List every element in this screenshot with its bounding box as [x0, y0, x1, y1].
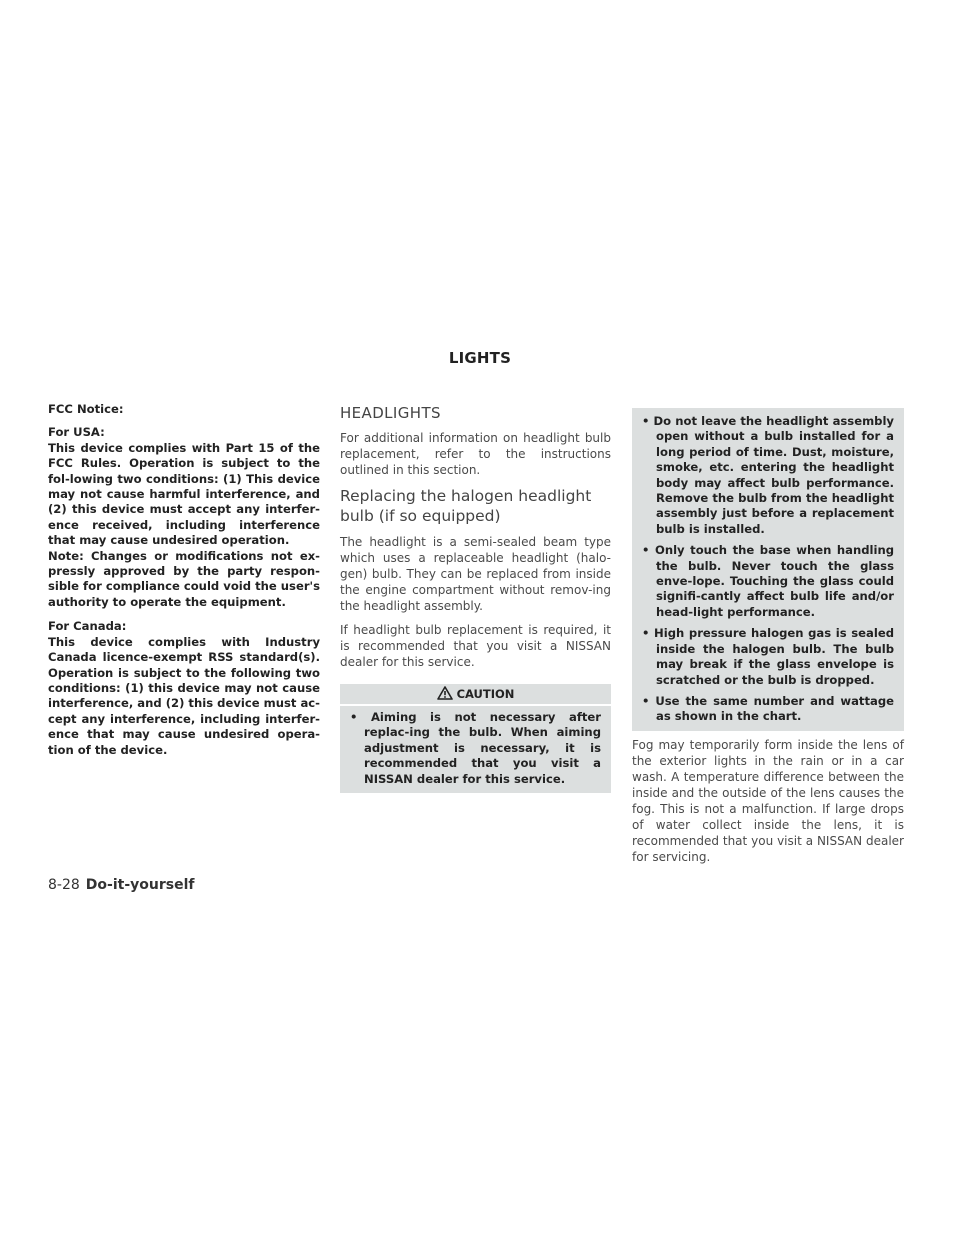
- caution-item: • High pressure halogen gas is sealed inside the halogen bulb. The bulb may break if the glass envelope is scratched or the bulb is dropped.: [642, 626, 894, 687]
- headlights-column: [340, 402, 611, 793]
- headlights-para-2: If headlight bulb replacement is required, it is recommended that you visit a NISSAN dealer for this service.: [340, 623, 611, 669]
- note-text: Note: Changes or modifications not ex-pressly approved by the party respon-sible for compliance could void the user's authority to operate the equipment.: [48, 548, 320, 609]
- caution-item: • Do not leave the headlight assembly open without a bulb installed for a long period of time. Dust, moisture, smoke, etc. entering the headlight body may affect bulb performance. Remove the bulb from the headlight assembly just before a replacement bulb is installed.: [642, 414, 894, 536]
- section-title: LIGHTS: [448, 349, 512, 367]
- canada-label: For Canada:: [48, 619, 127, 634]
- caution-body-1: [340, 706, 611, 793]
- headlights-intro: For additional information on headlight bulb replacement, refer to the instructions outlined in this section.: [340, 431, 611, 477]
- fcc-notice-label: FCC Notice:: [48, 402, 124, 416]
- headlights-heading: HEADLIGHTS: [340, 404, 441, 422]
- fcc-column: [48, 402, 320, 767]
- warning-triangle-icon: [437, 686, 453, 703]
- canada-text: This device complies with Industry Canada licence-exempt RSS standard(s). Operation is subject to the following two conditions: (1) this device may not cause interference, and (2) this device must ac-cept any interference, including interfer-ence that may cause undesired opera-tion of the device.: [48, 634, 320, 757]
- usa-text: This device complies with Part 15 of the FCC Rules. Operation is subject to the fol-lowing two conditions: (1) This device may not cause harmful interference, and (2) this device must accept any interfer-ence received, including interference that may cause undesired operation.: [48, 440, 320, 548]
- headlights-para-1: The headlight is a semi-sealed beam type which uses a replaceable headlight (halo-gen) bulb. They can be replaced from inside the engine compartment without remov-ing the headlight assembly.: [340, 535, 611, 613]
- caution-item: • Aiming is not necessary after replac-ing the bulb. When aiming adjustment is necessary, it is recommended that you visit a NISSAN dealer for this service.: [350, 710, 602, 786]
- caution-label: CAUTION: [456, 687, 515, 701]
- usa-label: For USA:: [48, 425, 105, 440]
- page-footer: [48, 877, 194, 893]
- halogen-subheading: Replacing the halogen headlight bulb (if so equipped): [340, 487, 592, 525]
- chapter-title: Do-it-yourself: [85, 877, 195, 893]
- fog-text: Fog may temporarily form inside the lens of the exterior lights in the rain or in a car wash. A temperature difference between the inside and the outside of the lens causes the fog. This is not a malfunction. If large drops of water collect inside the lens, it is recommended that you visit a NISSAN dealer for servicing.: [632, 737, 904, 864]
- caution-item: • Use the same number and wattage as shown in the chart.: [642, 693, 894, 724]
- caution-box: [340, 684, 611, 793]
- caution-item: • Only touch the base when handling the bulb. Never touch the glass enve-lope. Touching the glass could signifi-cantly affect bulb life and/or head-light performance.: [642, 543, 895, 619]
- page-number: 8-28: [48, 877, 80, 893]
- fcc-notice: [48, 402, 320, 758]
- caution-box-continued: [632, 408, 904, 731]
- caution-continued-column: [632, 408, 904, 873]
- caution-header: [340, 684, 611, 706]
